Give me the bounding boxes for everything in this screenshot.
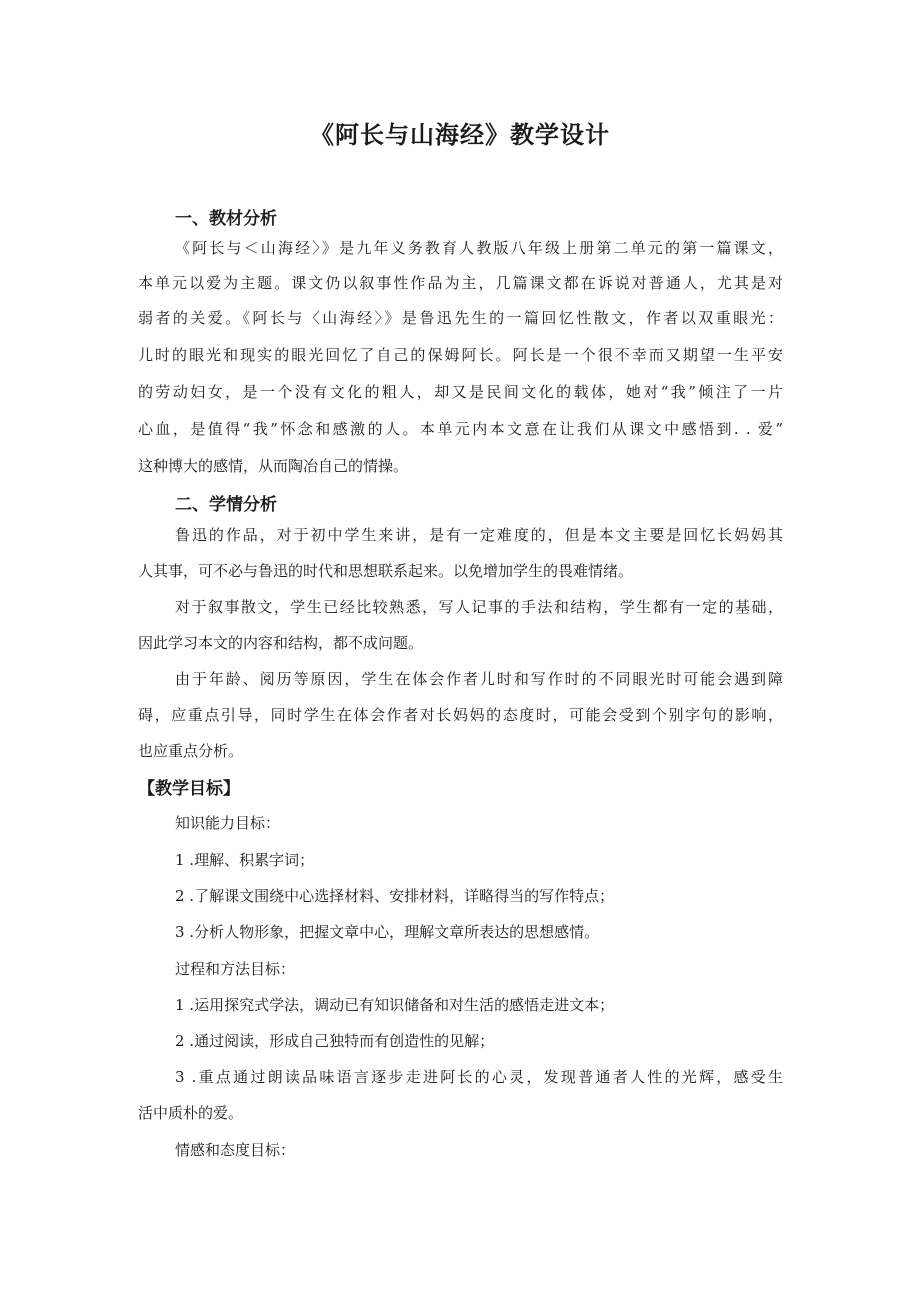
goal-category-label: 情感和态度目标： (175, 1141, 296, 1159)
paragraph-line: 也应重点分析。 (138, 742, 244, 760)
paragraph-line: 碍，应重点引导，同时学生在体会作者对长妈妈的态度时，可能会受到个别字句的影响， (138, 706, 783, 724)
document-title: 《阿长与山海经》教学设计 (310, 121, 610, 149)
goal-item: 2 .了解课文围绕中心选择材料、安排材料，详略得当的写作特点； (175, 887, 615, 905)
paragraph-line: 因此学习本文的内容和结构，都不成问题。 (138, 634, 424, 652)
goal-category-label: 知识能力目标： (175, 814, 281, 832)
paragraph-line: 由于年龄、阅历等原因，学生在体会作者儿时和写作时的不同眼光时可能会遇到障 (175, 670, 783, 688)
paragraph-line: 这种博大的感情，从而陶冶自己的情操。 (138, 457, 409, 475)
paragraph-line: 弱者的关爱。《阿长与〈山海经〉》是鲁迅先生的一篇回忆性散文，作者以双重眼光： (138, 309, 783, 327)
paragraph-line: 本单元以爱为主题。课文仍以叙事性作品为主，几篇课文都在诉说对普通人，尤其是对 (138, 274, 783, 292)
paragraph-line: 儿时的眼光和现实的眼光回忆了自己的保姆阿长。阿长是一个很不幸而又期望一生平安 (138, 346, 783, 364)
paragraph-line: 对于叙事散文，学生已经比较熟悉，写人记事的手法和结构，学生都有一定的基础， (175, 598, 783, 616)
section-heading-textbook-analysis: 一、教材分析 (175, 209, 277, 229)
paragraph-line: 《阿长与＜山海经〉》是九年义务教育人教版八年级上册第二单元的第一篇课文， (175, 239, 783, 257)
goal-item: 3 .重点通过朗读品味语言逐步走进阿长的心灵，发现普通者人性的光辉，感受生 (175, 1068, 783, 1086)
goal-item: 3 .分析人物形象，把握文章中心，理解文章所表达的思想感情。 (175, 923, 600, 941)
paragraph-line: 鲁迅的作品，对于初中学生来讲，是有一定难度的，但是本文主要是回忆长妈妈其 (175, 526, 783, 544)
paragraph-line: 人其事，可不必与鲁迅的时代和思想联系起来。以免增加学生的畏难情绪。 (138, 562, 634, 580)
paragraph-line: 心血，是值得“我”怀念和感激的人。本单元内本文意在让我们从课文中感悟到. . 爱” (138, 420, 783, 438)
section-heading-teaching-goals: 【教学目标】 (138, 779, 240, 799)
section-heading-learner-analysis: 二、学情分析 (175, 495, 277, 515)
goal-item: 1 .理解、积累字词； (175, 851, 315, 869)
goal-item: 1 .运用探究式学法，调动已有知识储备和对生活的感悟走进文本； (175, 996, 615, 1014)
goal-category-label: 过程和方法目标： (175, 960, 296, 978)
paragraph-line: 的劳动妇女，是一个没有文化的粗人，却又是民间文化的载体，她对“我”倾注了一片 (138, 383, 783, 401)
goal-item: 2 .通过阅读，形成自己独特而有创造性的见解； (175, 1032, 495, 1050)
goal-item-continuation: 活中质朴的爱。 (138, 1104, 244, 1122)
